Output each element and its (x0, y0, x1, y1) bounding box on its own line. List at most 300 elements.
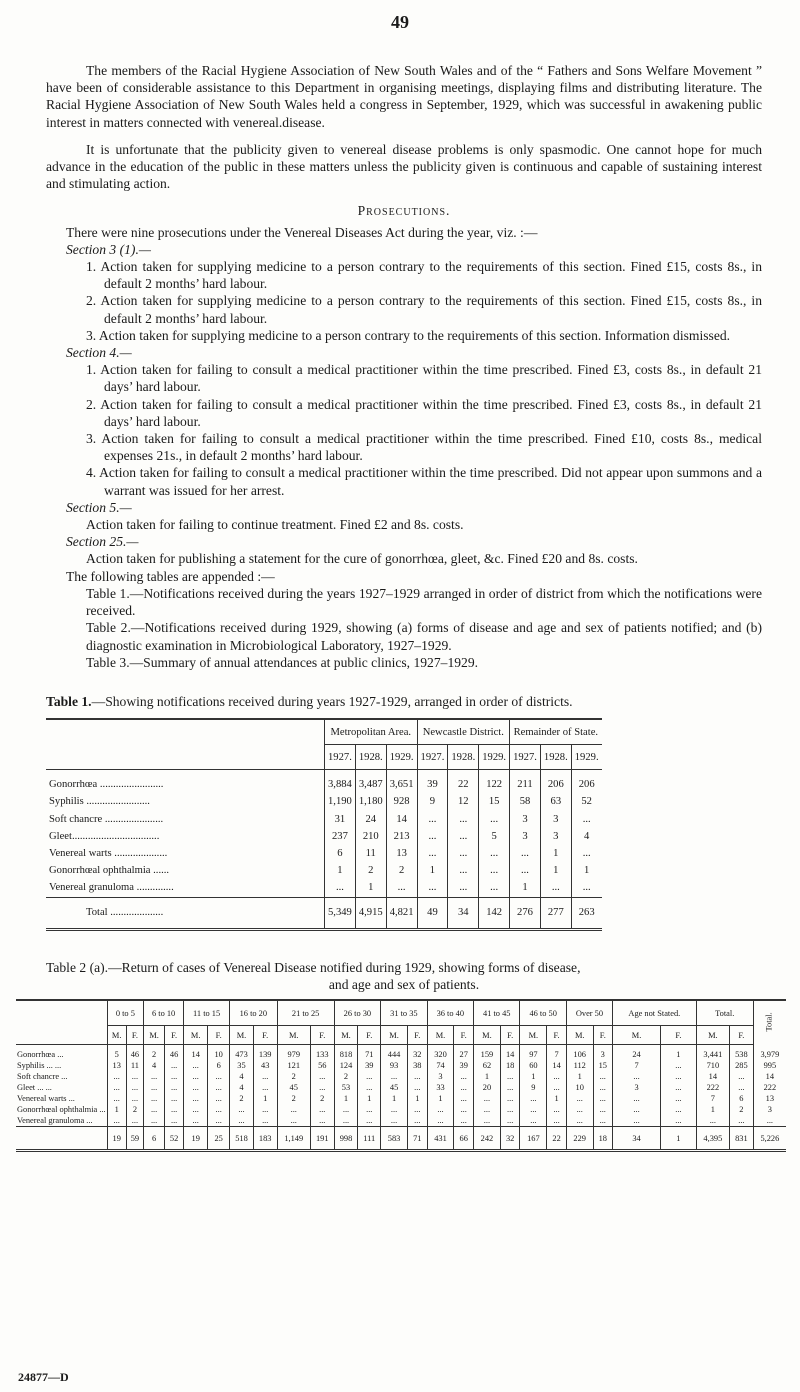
total-cell: 19 (107, 1127, 126, 1151)
table-cell: ... (325, 879, 356, 897)
table-cell: ... (144, 1104, 165, 1115)
table-cell: ... (454, 1104, 474, 1115)
sex-header-f: F. (208, 1026, 230, 1045)
section-5-title: Section 5.— (66, 499, 132, 515)
table-cell: 995 (753, 1060, 786, 1071)
table-cell: 4 (571, 828, 601, 845)
total-cell: 229 (566, 1127, 593, 1151)
table-cell: ... (358, 1071, 381, 1082)
table-cell: 74 (427, 1060, 454, 1071)
age-group-header: 6 to 10 (144, 1000, 184, 1026)
table-cell: ... (571, 879, 601, 897)
row-label: Soft chancre ... (17, 1072, 68, 1081)
table-cell: ... (144, 1071, 165, 1082)
table-cell: 538 (730, 1045, 754, 1061)
table-cell: ... (454, 1115, 474, 1127)
sex-header-m: M. (427, 1026, 454, 1045)
sex-header-m: M. (334, 1026, 358, 1045)
age-group-header: 26 to 30 (334, 1000, 381, 1026)
column-header: 1929. (479, 745, 510, 770)
table-cell: ... (661, 1104, 697, 1115)
table-cell: 11 (355, 845, 386, 862)
total-cell: 111 (358, 1127, 381, 1151)
age-group-header: 31 to 35 (381, 1000, 427, 1026)
list-item: 4. Action taken for failing to consult a medical practitioner within the time prescribed. Did not appear upon summons and a warrant was issued for her arrest. (86, 465, 762, 498)
table-cell: 14 (500, 1045, 520, 1061)
table-cell: ... (661, 1060, 697, 1071)
table-cell: 10 (208, 1045, 230, 1061)
table-cell: 4 (144, 1060, 165, 1071)
age-group-header: 46 to 50 (520, 1000, 566, 1026)
table-2 (16, 999, 786, 1152)
table-header-blank (16, 1026, 107, 1045)
total-cell: 183 (253, 1127, 277, 1151)
sex-header-m: M. (144, 1026, 165, 1045)
row-label: Gleet ... ... (17, 1083, 52, 1092)
table-cell: ... (358, 1082, 381, 1093)
table-cell: 3 (753, 1104, 786, 1115)
page-number: 49 (391, 12, 409, 32)
total-cell: 277 (540, 897, 571, 929)
table-cell: 24 (355, 811, 386, 828)
table-group-header: Remainder of State. (510, 719, 602, 745)
table-cell: 222 (696, 1082, 729, 1093)
table-cell: ... (230, 1115, 254, 1127)
table-cell: ... (126, 1082, 143, 1093)
table-cell: 1 (547, 1093, 567, 1104)
sex-header-f: F. (310, 1026, 334, 1045)
age-group-header: 21 to 25 (277, 1000, 334, 1026)
table-2-caption-line2: and age and sex of patients. (328, 976, 480, 992)
table-cell: 3,884 (325, 770, 356, 794)
section-5-text: Action taken for failing to continue treatment. Fined £2 and 8s. costs. (86, 517, 464, 533)
table-cell: 3 (593, 1045, 612, 1061)
table-group-header: Newcastle District. (417, 719, 510, 745)
total-cell: 518 (230, 1127, 254, 1151)
table-cell: ... (612, 1071, 660, 1082)
table-cell: ... (448, 811, 479, 828)
table-cell: 159 (474, 1045, 501, 1061)
table-cell: ... (730, 1071, 754, 1082)
table-cell: ... (417, 845, 448, 862)
table-cell: ... (407, 1115, 427, 1127)
table-row (46, 811, 602, 828)
age-group-header: 0 to 5 (107, 1000, 143, 1026)
table-row (16, 1045, 786, 1061)
table-cell: ... (277, 1115, 310, 1127)
table-cell: ... (520, 1093, 547, 1104)
table-cell: ... (126, 1093, 143, 1104)
table-cell: 1,180 (355, 793, 386, 810)
table-cell: 122 (479, 770, 510, 794)
table-cell: 12 (448, 793, 479, 810)
total-cell: 998 (334, 1127, 358, 1151)
table-cell: ... (144, 1082, 165, 1093)
sex-header-f: F. (500, 1026, 520, 1045)
total-cell: 583 (381, 1127, 408, 1151)
table-cell: 1 (474, 1071, 501, 1082)
table-cell: ... (358, 1115, 381, 1127)
table-cell: 1 (358, 1093, 381, 1104)
table-row (46, 770, 602, 794)
table-cell: ... (417, 828, 448, 845)
sex-header-f: F. (454, 1026, 474, 1045)
table-cell: 18 (500, 1060, 520, 1071)
table-cell: 3 (510, 811, 541, 828)
sex-header-m: M. (277, 1026, 310, 1045)
table-row (16, 1082, 786, 1093)
table-cell: ... (474, 1115, 501, 1127)
table-cell: 13 (107, 1060, 126, 1071)
total-label: Total .................... (46, 897, 325, 929)
table-cell: 928 (386, 793, 417, 810)
total-cell: 34 (612, 1127, 660, 1151)
table-cell: ... (510, 862, 541, 879)
total-cell: 49 (417, 897, 448, 929)
list-item: 1. Action taken for supplying medicine to a person contrary to the requirements of this section. Fined £15, costs 8s., in default 2 months’ hard labour. (86, 259, 762, 292)
table-cell: ... (479, 862, 510, 879)
table-cell: ... (454, 1082, 474, 1093)
table-cell: ... (253, 1104, 277, 1115)
table-cell: 63 (540, 793, 571, 810)
print-code: 24877—D (18, 1370, 69, 1384)
table-cell: ... (144, 1093, 165, 1104)
table-row (16, 1115, 786, 1127)
table-cell: 1 (566, 1071, 593, 1082)
table-cell: 14 (184, 1045, 208, 1061)
table-cell: ... (661, 1071, 697, 1082)
total-cell: 59 (126, 1127, 143, 1151)
table-cell: 2 (126, 1104, 143, 1115)
table-cell: ... (547, 1082, 567, 1093)
age-group-header: 16 to 20 (230, 1000, 277, 1026)
table-cell: ... (208, 1104, 230, 1115)
table-cell: ... (547, 1071, 567, 1082)
table-cell: 3,651 (386, 770, 417, 794)
table-cell: ... (165, 1071, 184, 1082)
table-cell: 71 (358, 1045, 381, 1061)
table-cell: ... (107, 1093, 126, 1104)
age-group-header: Age not Stated. (612, 1000, 696, 1026)
section-25-text: Action taken for publishing a statement for the cure of gonorrhœa, gleet, &c. Fined £20 and 8s. costs. (86, 551, 638, 567)
table-cell: 1 (540, 862, 571, 879)
table-total-row (46, 897, 602, 929)
column-header: 1927. (510, 745, 541, 770)
table-row (46, 828, 602, 845)
table-cell: ... (696, 1115, 729, 1127)
table-cell: 43 (253, 1060, 277, 1071)
tables-intro: The following tables are appended :— (66, 568, 275, 584)
list-item: 2. Action taken for failing to consult a medical practitioner within the time prescribed. Fined £3, costs 8s., in default 21 days’ hard labour. (86, 396, 762, 429)
total-label (16, 1127, 107, 1151)
table-cell: ... (184, 1071, 208, 1082)
section-25-title: Section 25.— (66, 534, 139, 550)
table-cell: 58 (510, 793, 541, 810)
table-cell: ... (334, 1104, 358, 1115)
table-row (46, 879, 602, 897)
table-cell: ... (593, 1071, 612, 1082)
table-cell: ... (165, 1093, 184, 1104)
table-cell: ... (730, 1115, 754, 1127)
table-cell: 121 (277, 1060, 310, 1071)
table-cell: 14 (386, 811, 417, 828)
table-cell: ... (165, 1082, 184, 1093)
sex-header-f: F. (358, 1026, 381, 1045)
table-cell: 14 (547, 1060, 567, 1071)
table-cell: 31 (325, 811, 356, 828)
age-group-header: 11 to 15 (184, 1000, 230, 1026)
table-cell: 3,441 (696, 1045, 729, 1061)
sex-header-m: M. (566, 1026, 593, 1045)
table-cell: ... (381, 1104, 408, 1115)
table-cell: ... (661, 1082, 697, 1093)
column-header: 1928. (448, 745, 479, 770)
table-2-caption-line1: Table 2 (a).—Return of cases of Venereal Disease notified during 1929, showing forms of disease, (46, 959, 581, 975)
table-cell: 35 (230, 1060, 254, 1071)
table-cell: 3 (427, 1071, 454, 1082)
total-cell: 66 (454, 1127, 474, 1151)
table-cell: ... (381, 1115, 408, 1127)
table-cell: ... (144, 1115, 165, 1127)
table-cell: ... (448, 845, 479, 862)
table-cell: ... (407, 1104, 427, 1115)
table-cell: ... (253, 1082, 277, 1093)
table-cell: ... (566, 1115, 593, 1127)
table-cell: 53 (334, 1082, 358, 1093)
table-cell: 473 (230, 1045, 254, 1061)
table-cell: ... (184, 1104, 208, 1115)
table-cell: ... (184, 1082, 208, 1093)
table-cell: ... (661, 1115, 697, 1127)
table-cell: 1 (407, 1093, 427, 1104)
table-cell: 710 (696, 1060, 729, 1071)
age-group-header: Over 50 (566, 1000, 612, 1026)
table-cell: ... (184, 1060, 208, 1071)
table-cell: 133 (310, 1045, 334, 1061)
paragraph: The members of the Racial Hygiene Association of New South Wales and of the “ Fathers and Sons Welfare Movement ” have been of considerable assistance to this Department in organising meetings, displaying films and distributing literature. The Racial Hygiene Association of New South Wales held a congress in September, 1929, which was successful in awakening public interest in matters connected with venereal.disease. (46, 63, 762, 130)
table-cell: 60 (520, 1060, 547, 1071)
sex-header-m: M. (520, 1026, 547, 1045)
table-row (46, 845, 602, 862)
list-item: 2. Action taken for supplying medicine to a person contrary to the requirements of this section. Fined £15, costs 8s., in default 2 months’ hard labour. (86, 293, 762, 326)
table-cell: 2 (277, 1093, 310, 1104)
total-cell: 276 (510, 897, 541, 929)
table-cell: ... (253, 1115, 277, 1127)
table-cell: 93 (381, 1060, 408, 1071)
sex-header-f: F. (253, 1026, 277, 1045)
age-group-header: 36 to 40 (427, 1000, 473, 1026)
table-cell: 1 (417, 862, 448, 879)
table-cell: ... (417, 879, 448, 897)
total-cell: 142 (479, 897, 510, 929)
total-cell: 1 (661, 1127, 697, 1151)
table-cell: 9 (417, 793, 448, 810)
table-cell: 1 (427, 1093, 454, 1104)
table-cell: ... (427, 1115, 454, 1127)
total-cell: 34 (448, 897, 479, 929)
total-cell: 263 (571, 897, 601, 929)
total-cell: 19 (184, 1127, 208, 1151)
table-cell: ... (753, 1115, 786, 1127)
table-cell: 2 (230, 1093, 254, 1104)
table-cell: ... (540, 879, 571, 897)
table-2-caption (46, 959, 762, 993)
table-cell: ... (448, 828, 479, 845)
table-cell: ... (407, 1082, 427, 1093)
table-cell: 13 (386, 845, 417, 862)
table-cell: 3 (540, 828, 571, 845)
table-cell: 210 (355, 828, 386, 845)
table-cell: ... (310, 1104, 334, 1115)
table-header-blank (46, 745, 325, 770)
table-cell: 6 (208, 1060, 230, 1071)
table-cell: 5 (479, 828, 510, 845)
table-row (16, 1071, 786, 1082)
table-cell: 1,190 (325, 793, 356, 810)
table-cell: 46 (165, 1045, 184, 1061)
sex-header-f: F. (730, 1026, 754, 1045)
table-cell: ... (208, 1115, 230, 1127)
table-cell: ... (427, 1104, 454, 1115)
age-group-header: Total. (696, 1000, 753, 1026)
table-header-blank (46, 719, 325, 745)
total-cell: 1,149 (277, 1127, 310, 1151)
total-cell: 25 (208, 1127, 230, 1151)
table-cell: 1 (520, 1071, 547, 1082)
table-group-header: Metropolitan Area. (325, 719, 418, 745)
total-cell: 4,821 (386, 897, 417, 929)
table-cell: ... (208, 1093, 230, 1104)
table-cell: 2 (730, 1104, 754, 1115)
list-item: Table 1.—Notifications received during the years 1927–1929 arranged in order of district from which the notifications were received. (86, 585, 762, 619)
table-cell: 62 (474, 1060, 501, 1071)
table-row (46, 793, 602, 810)
table-cell: 6 (730, 1093, 754, 1104)
table-cell: 285 (730, 1060, 754, 1071)
row-label: Syphilis ... ... (17, 1061, 62, 1070)
table-cell: 222 (753, 1082, 786, 1093)
table-cell: 2 (277, 1071, 310, 1082)
table-cell: ... (165, 1115, 184, 1127)
total-column-header: Total. (753, 1000, 786, 1045)
table-cell: 1 (107, 1104, 126, 1115)
table-cell: ... (310, 1115, 334, 1127)
sex-header-f: F. (407, 1026, 427, 1045)
table-cell: 211 (510, 770, 541, 794)
total-cell: 32 (500, 1127, 520, 1151)
table-cell: 4 (230, 1082, 254, 1093)
table-1 (46, 718, 602, 930)
table-cell: ... (593, 1093, 612, 1104)
row-label: Syphilis ........................ (49, 796, 150, 808)
table-cell: 3 (510, 828, 541, 845)
table-cell: ... (107, 1115, 126, 1127)
table-cell: ... (500, 1082, 520, 1093)
column-header: 1928. (355, 745, 386, 770)
total-cell: 52 (165, 1127, 184, 1151)
table-cell: 1 (661, 1045, 697, 1061)
table-cell: ... (571, 845, 601, 862)
table-cell: 444 (381, 1045, 408, 1061)
table-cell: 2 (334, 1071, 358, 1082)
table-cell: 1 (510, 879, 541, 897)
table-cell: 14 (696, 1071, 729, 1082)
table-cell: ... (448, 879, 479, 897)
list-item: 3. Action taken for failing to consult a medical practitioner within the time prescribed. Fined £10, costs 8s., medical expenses 21s., in default 2 months’ hard labour. (86, 431, 762, 464)
table-cell: 15 (479, 793, 510, 810)
table-cell: 139 (253, 1045, 277, 1061)
sex-header-m: M. (381, 1026, 408, 1045)
list-item: 3. Action taken for supplying medicine to a person contrary to the requirements of this section. Information dismissed. (86, 327, 731, 343)
table-cell: 818 (334, 1045, 358, 1061)
table-cell: 320 (427, 1045, 454, 1061)
table-row (46, 862, 602, 879)
sex-header-m: M. (107, 1026, 126, 1045)
table-cell: ... (208, 1071, 230, 1082)
table-cell: 3 (540, 811, 571, 828)
table-cell: 9 (520, 1082, 547, 1093)
row-label: Soft chancre ...................... (49, 813, 164, 825)
table-cell: 4 (230, 1071, 254, 1082)
table-cell: 3,979 (753, 1045, 786, 1061)
row-label: Gonorrhœa ........................ (49, 779, 164, 791)
table-cell: ... (500, 1071, 520, 1082)
table-cell: ... (165, 1104, 184, 1115)
table-cell: 7 (696, 1093, 729, 1104)
table-cell: 106 (566, 1045, 593, 1061)
table-cell: ... (454, 1093, 474, 1104)
table-cell: 3 (612, 1082, 660, 1093)
table-cell: ... (474, 1104, 501, 1115)
total-cell: 5,349 (325, 897, 356, 929)
sex-header-m: M. (696, 1026, 729, 1045)
table-cell: ... (208, 1082, 230, 1093)
column-header: 1927. (417, 745, 448, 770)
sex-header-f: F. (593, 1026, 612, 1045)
table-cell: 1 (355, 879, 386, 897)
table-cell: 1 (253, 1093, 277, 1104)
table-cell: 24 (612, 1045, 660, 1061)
table-cell: ... (500, 1115, 520, 1127)
table-cell: 20 (474, 1082, 501, 1093)
table-cell: ... (407, 1071, 427, 1082)
table-cell: 39 (358, 1060, 381, 1071)
total-cell: 5,226 (753, 1127, 786, 1151)
table-cell: ... (126, 1071, 143, 1082)
sex-header-f: F. (126, 1026, 143, 1045)
table-cell: ... (520, 1115, 547, 1127)
table-cell: ... (165, 1060, 184, 1071)
table-cell: 3,487 (355, 770, 386, 794)
table-cell: ... (612, 1115, 660, 1127)
table-cell: ... (500, 1104, 520, 1115)
table-cell: ... (184, 1093, 208, 1104)
table-cell: ... (566, 1093, 593, 1104)
table-cell: 7 (547, 1045, 567, 1061)
total-cell: 18 (593, 1127, 612, 1151)
table-cell: 237 (325, 828, 356, 845)
table-total-row (16, 1127, 786, 1151)
table-cell: ... (358, 1104, 381, 1115)
sex-header-m: M. (230, 1026, 254, 1045)
table-row (16, 1104, 786, 1115)
table-cell: ... (547, 1104, 567, 1115)
table-cell: ... (253, 1071, 277, 1082)
table-cell: ... (730, 1082, 754, 1093)
table-cell: ... (310, 1082, 334, 1093)
row-label: Venereal warts ... (17, 1094, 75, 1103)
total-cell: 191 (310, 1127, 334, 1151)
